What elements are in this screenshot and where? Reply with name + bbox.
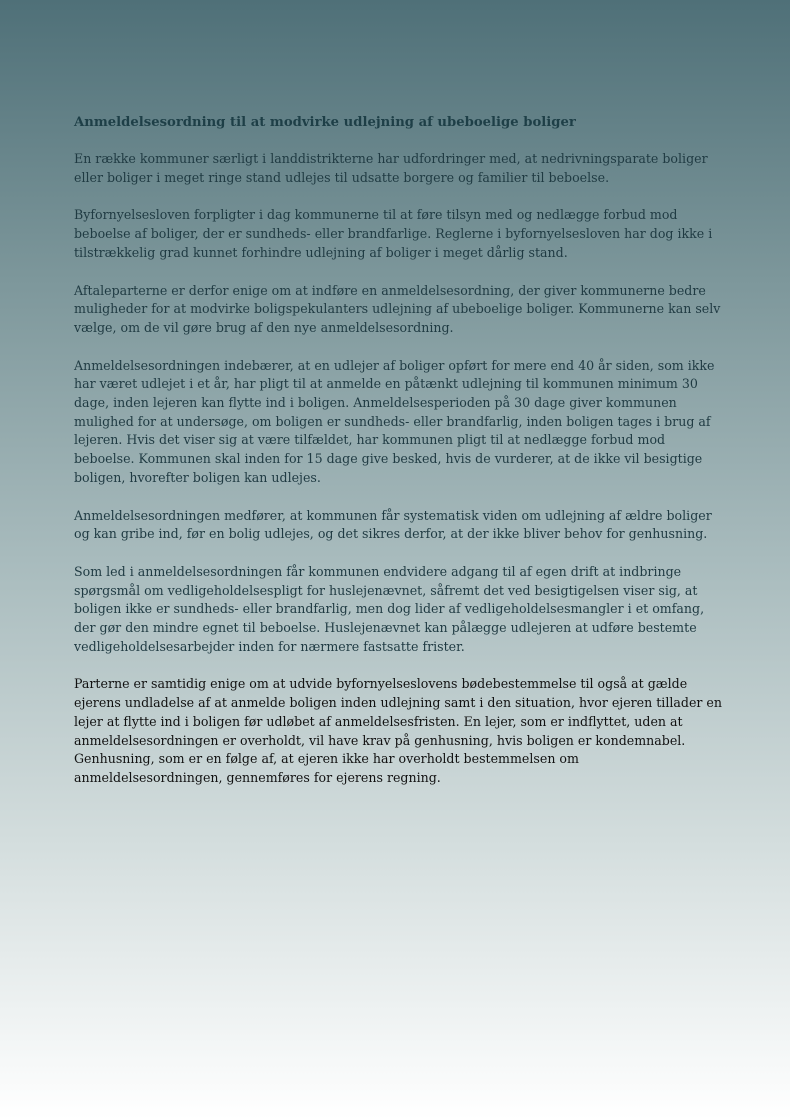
document-title: Anmeldelsesordning til at modvirke udlejning af ubeboelige boliger xyxy=(74,115,576,130)
paragraph-4: Anmeldelsesordningen indebærer, at en udlejer af boliger opført for mere end 40 år siden, som ikke har været udlejet i et år, har pligt til at anmelde en påtænkt udlejning til kommunen minimum 30 dage, inden lejeren kan flytte ind i boligen. Anmeldelsesperioden på 30 dage giver kommunen mulighed for at undersøge, om boligen er sundheds- eller brandfarlig, inden boligen tages i brug af lejeren. Hvis det viser sig at være tilfældet, har kommunen pligt til at nedlægge forbud mod beboelse. Kommunen skal inden for 15 dage give besked, hvis de vurderer, at de ikke vil besigtige boligen, hvorefter boligen kan udlejes. xyxy=(74,357,715,485)
paragraph-1: En række kommuner særligt i landdistrikterne har udfordringer med, at nedrivningsparate boliger eller boliger i meget ringe stand udlejes til udsatte borgere og familier til beboelse. xyxy=(74,151,708,185)
paragraph-3: Aftaleparterne er derfor enige om at indføre en anmeldelsesordning, der giver kommunerne bedre muligheder for at modvirke boligspekulanters udlejning af ubeboelige boliger. Kommunerne kan selv vælge, om de vil gøre brug af den nye anmeldelsesordning. xyxy=(74,282,721,335)
paragraph-7: Parterne er samtidig enige om at udvide byfornyelseslovens bødebestemmelse til også at gælde ejerens undladelse af at anmelde boligen inden udlejning samt i den situation, hvor ejeren tillader en lejer at flytte ind i boligen før udløbet af anmeldelsesfristen. En lejer, som er indflyttet, uden at anmeldelsesordningen er overholdt, vil have krav på genhusning, hvis boligen er kondemnabel. Genhusning, som er en følge af, at ejeren ikke har overholdt bestemmelsen om anmeldelsesordningen, gennemføres for ejerens regning. xyxy=(74,676,722,785)
paragraph-6: Som led i anmeldelsesordningen får kommunen endvidere adgang til af egen drift at indbringe spørgsmål om vedligeholdelsespligt for huslejenævnet, såfremt det ved besigtigelsen viser sig, at boligen ikke er sundheds- eller brandfarlig, men dog lider af vedligeholdelsesmangler i et omfang, der gør den mindre egnet til beboelse. Huslejenævnet kan pålægge udlejeren at udføre bestemte vedligeholdelsesarbejder inden for nærmere fastsatte frister. xyxy=(74,563,705,654)
paragraph-5: Anmeldelsesordningen medfører, at kommunen får systematisk viden om udlejning af ældre boliger og kan gribe ind, før en bolig udlejes, og det sikres derfor, at der ikke bliver behov for genhusning. xyxy=(74,507,712,542)
paragraph-2: Byfornyelsesloven forpligter i dag kommunerne til at føre tilsyn med og nedlægge forbud mod beboelse af boliger, der er sundheds- eller brandfarlige. Reglerne i byfornyelsesloven har dog ikke i tilstrækkelig grad kunnet forhindre udlejning af boliger i meget dårlig stand. xyxy=(74,207,713,260)
document-body xyxy=(74,114,722,807)
